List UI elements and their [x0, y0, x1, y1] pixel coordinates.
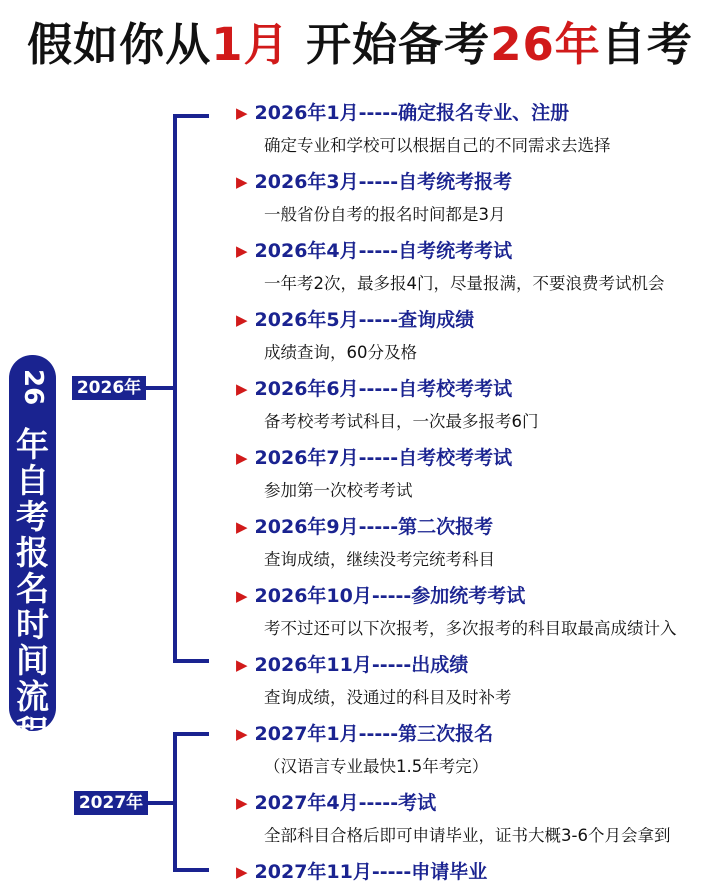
vertical-title-char: 间 — [16, 641, 49, 680]
timeline-item-heading: 2027年4月-----考试 — [254, 792, 437, 814]
vertical-title-char: 流 — [16, 677, 49, 716]
triangle-arrow-icon: ▶ — [236, 449, 248, 467]
bracket-2026 — [173, 114, 209, 663]
timeline-item-heading: 2026年6月-----自考校考考试 — [254, 378, 513, 400]
vertical-title-char: 时 — [16, 605, 49, 644]
vertical-title-chars — [9, 427, 56, 751]
triangle-arrow-icon: ▶ — [236, 518, 248, 536]
timeline-item-heading: 2027年11月-----申请毕业 — [254, 861, 488, 883]
timeline-item — [236, 306, 474, 366]
timeline-item — [236, 237, 665, 297]
title-part3: 开始备考 — [306, 18, 491, 71]
timeline-item-desc: 成绩查询，60分及格 — [264, 343, 417, 362]
timeline-item-heading: 2026年7月-----自考校考考试 — [254, 447, 513, 469]
timeline-item-desc: 一般省份自考的报名时间都是3月 — [264, 205, 506, 224]
timeline-item — [236, 858, 487, 886]
title-part5: 自考 — [600, 18, 693, 71]
year-tag-2026: 2026年 — [72, 376, 146, 400]
title-year-highlight: 26年 — [490, 18, 601, 71]
vertical-title-char: 程 — [16, 713, 49, 752]
timeline-item-heading: 2026年1月-----确定报名专业、注册 — [254, 102, 570, 124]
timeline-item-desc: 确定专业和学校可以根据自己的不同需求去选择 — [264, 136, 611, 155]
vertical-title-year: 26 — [18, 369, 48, 406]
timeline-item-heading: 2026年10月-----参加统考考试 — [254, 585, 526, 607]
connector-2026 — [146, 386, 174, 390]
timeline-item-desc: 参加第一次校考考试 — [264, 481, 413, 500]
page-title — [0, 8, 720, 82]
triangle-arrow-icon: ▶ — [236, 725, 248, 743]
timeline-item — [236, 789, 670, 849]
triangle-arrow-icon: ▶ — [236, 863, 248, 881]
timeline-item-desc: 考不过还可以下次报考，多次报考的科目取最高成绩计入 — [264, 619, 677, 638]
timeline-item — [236, 168, 512, 228]
timeline-item-desc: 全部科目合格后即可申请毕业，证书大概3-6个月会拿到 — [264, 826, 671, 845]
triangle-arrow-icon: ▶ — [236, 173, 248, 191]
timeline-item — [236, 99, 611, 159]
timeline-item — [236, 513, 495, 573]
timeline-item-heading: 2026年3月-----自考统考报考 — [254, 171, 513, 193]
triangle-arrow-icon: ▶ — [236, 656, 248, 674]
timeline-item — [236, 582, 677, 642]
timeline-item-heading: 2026年11月-----出成绩 — [254, 654, 469, 676]
timeline-item-desc: （汉语言专业最快1.5年考完） — [264, 757, 489, 776]
triangle-arrow-icon: ▶ — [236, 242, 248, 260]
timeline-item-desc: 查询成绩，继续没考完统考科目 — [264, 550, 495, 569]
vertical-title-char: 名 — [16, 569, 49, 608]
timeline-item — [236, 720, 493, 780]
vertical-title-char: 年 — [16, 425, 49, 464]
vertical-title-char: 自 — [16, 461, 49, 500]
year-tag-2027: 2027年 — [74, 791, 148, 815]
triangle-arrow-icon: ▶ — [236, 311, 248, 329]
triangle-arrow-icon: ▶ — [236, 104, 248, 122]
title-month-highlight: 1月 — [211, 18, 290, 71]
timeline-item — [236, 375, 539, 435]
timeline-item — [236, 444, 512, 504]
triangle-arrow-icon: ▶ — [236, 380, 248, 398]
timeline-item — [236, 651, 512, 711]
timeline-item-heading: 2027年1月-----第三次报名 — [254, 723, 494, 745]
timeline-item-desc: 备考校考考试科目，一次最多报考6门 — [264, 412, 539, 431]
timeline-item-heading: 2026年4月-----自考统考考试 — [254, 240, 513, 262]
vertical-title-pill — [9, 355, 56, 752]
bracket-2027 — [173, 732, 209, 872]
connector-2027 — [148, 801, 174, 805]
title-part1: 假如你从 — [27, 18, 212, 71]
vertical-title-char: 考 — [16, 497, 49, 536]
triangle-arrow-icon: ▶ — [236, 794, 248, 812]
vertical-title-char: 报 — [16, 533, 49, 572]
timeline-item-heading: 2026年9月-----第二次报考 — [254, 516, 494, 538]
triangle-arrow-icon: ▶ — [236, 587, 248, 605]
timeline-item-desc: 一年考2次，最多报4门，尽量报满，不要浪费考试机会 — [264, 274, 665, 293]
timeline-item-desc: 查询成绩，没通过的科目及时补考 — [264, 688, 512, 707]
timeline-item-heading: 2026年5月-----查询成绩 — [254, 309, 475, 331]
